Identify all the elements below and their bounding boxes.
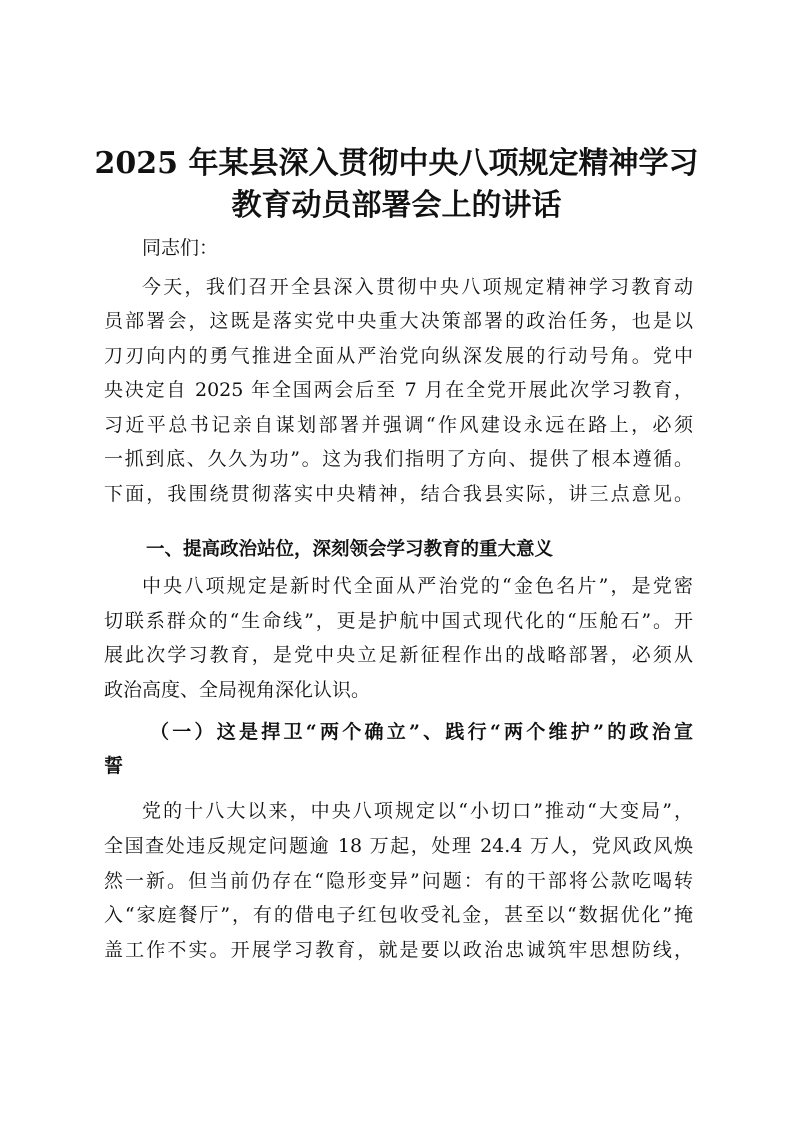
document-title-line-1: 2025 年某县深入贯彻中央八项规定精神学习 [94,146,699,181]
paragraph-line: 入“家庭餐厅”，有的借电子红包收受礼金，甚至以“数据优化”掩 [104,904,693,926]
paragraph-line: 央决定自 2025 年全国两会后至 7 月在全党开展此次学习教育， [104,379,693,401]
paragraph-line: 盖工作不实。开展学习教育，就是要以政治忠诚筑牢思想防线， [104,939,693,961]
paragraph-line: 切联系群众的“生命线”，更是护航中国式现代化的“压舱石”。开 [104,610,693,632]
paragraph-line: 中央八项规定是新时代全面从严治党的“金色名片”，是党密 [142,575,693,597]
paragraph-line: 一抓到底、久久为功”。这为我们指明了方向、提供了根本遵循。 [104,448,693,470]
paragraph-line: 展此次学习教育，是党中央立足新征程作出的战略部署，必须从 [104,644,693,666]
paragraph-line: 全国查处违反规定问题逾 18 万起，处理 24.4 万人，党风政风焕 [104,835,693,857]
paragraph-line: 然一新。但当前仍存在“隐形变异”问题：有的干部将公款吃喝转 [104,870,693,892]
paragraph-line: 刀刃向内的勇气推进全面从严治党向纵深发展的行动号角。党中 [104,345,693,367]
paragraph-line: 下面，我围绕贯彻落实中央精神，结合我县实际，讲三点意见。 [104,483,693,505]
paragraph-line: 党的十八大以来，中央八项规定以“小切口”推动“大变局”， [142,800,693,822]
document-title-line-2: 教育动员部署会上的讲话 [231,188,562,223]
section-heading: 一、提高政治站位，深刻领会学习教育的重大意义 [146,539,554,560]
subsection-heading: （一）这是捍卫“两个确立”、践行“两个维护”的政治宣 [150,721,693,743]
subsection-heading-continued: 誓 [104,755,124,777]
paragraph-line: 政治高度、全局视角深化认识。 [104,679,371,701]
paragraph-line: 习近平总书记亲自谋划部署并强调“作风建设永远在路上，必须 [104,414,693,436]
paragraph-line: 员部署会，这既是落实党中央重大决策部署的政治任务，也是以 [104,310,693,332]
paragraph-line: 今天，我们召开全县深入贯彻中央八项规定精神学习教育动 [142,276,693,298]
salutation: 同志们： [142,237,219,259]
